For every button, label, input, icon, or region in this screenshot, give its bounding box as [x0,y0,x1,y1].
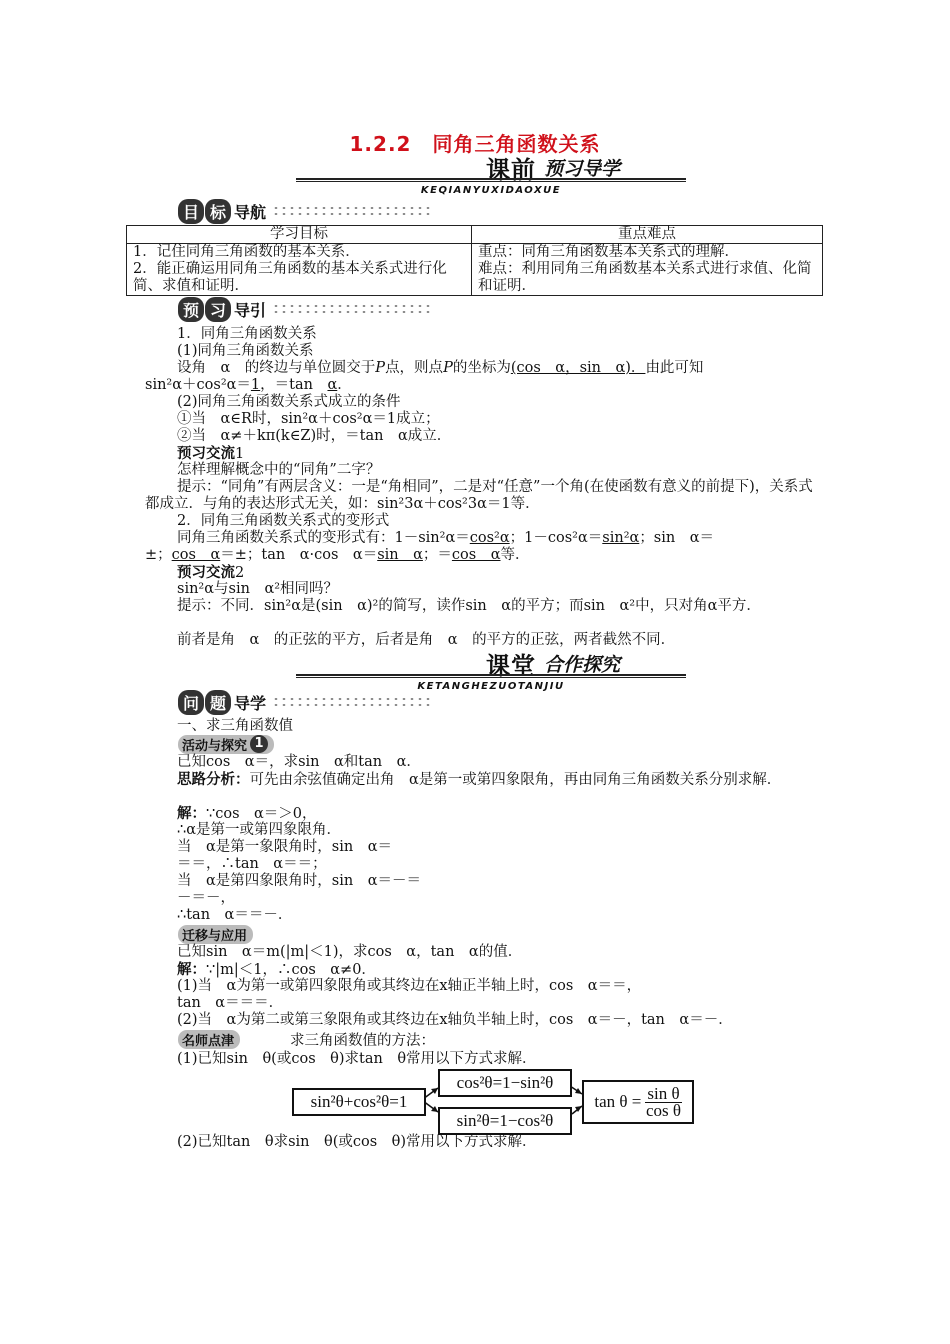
text-paragraph: 思路分析：可先由余弦值确定出角 α是第一或第四象限角，再由同角三角函数关系分别求解． [177,771,782,788]
banner-preview [296,150,686,196]
text-line: 解：∵cos α＝＞0， [177,805,317,822]
dots-decoration [272,205,432,217]
text-line: ②当 α≠＋kπ(k∈Z)时，＝tan α成立． [177,428,452,444]
text-line: 当 α是第四象限角时，sin α＝－＝ [177,873,421,889]
section-goal-nav [178,199,432,223]
section-problem-guide [178,690,432,714]
text-line: 前者是角 α 的正弦的平方，后者是角 α 的平方的正弦，两者截然不同． [177,632,676,648]
goal-table [126,225,823,296]
text-line: sin²α＋cos²α＝1，＝tan α． [145,377,352,393]
text-line: (2)已知tan θ求sin θ(或cos θ)常用以下方式求解． [177,1134,537,1150]
text-line: sin²α与sin α²相同吗？ [177,581,339,597]
section-pill: 目 [178,199,204,224]
banner-small: 合作探究 [544,654,621,676]
text-line: (1)已知sin θ(或cos θ)求tan θ常用以下方式求解． [177,1051,537,1067]
text-line: ∴α是第一或第四象限角． [177,822,342,838]
section-pill: 习 [205,297,231,322]
tag-teacher-tip: 名师点津 [178,1030,240,1048]
section-pill: 预 [178,297,204,322]
banner-big: 课堂 [486,652,536,680]
tag-activity: 活动与探究 1 [178,735,274,753]
table-header: 学习目标 [127,226,472,244]
text-line: 已知sin α＝m(|m|＜1)，求cos α，tan α的值． [177,944,523,960]
text-line: ∴tan α＝＝－． [177,907,293,923]
text-line: 求三角函数值的方法： [290,1033,435,1049]
flow-box-identity: sin²θ+cos²θ=1 [292,1088,426,1116]
banner-english: KETANGHEZUOTANJIU [417,681,565,692]
banner-big: 课前 [486,156,536,184]
banner-rule [296,178,686,182]
text-paragraph: 提示：不同．sin²α是(sin α)²的简写，读作sin α的平方；而sin α²中，只对角α平方． [177,598,761,614]
section-tail: 导航 [234,202,267,222]
text-line: 1．同角三角函数关系 [177,326,317,342]
tag-transfer: 迁移与应用 [178,925,253,943]
text-line: ±；cos α＝±；tan α·cos α＝sin α；＝cos α等． [145,547,530,563]
section-preview-guide [178,297,432,321]
text-line: (2)同角三角函数关系式成立的条件 [177,394,401,410]
text-line: 一、求三角函数值 [177,718,293,734]
text-line: 设角 α 的终边与单位圆交于P点，则点P的坐标为(cos α，sin α)．由此可知 [177,360,704,376]
section-pill: 问 [178,690,204,715]
dots-decoration [272,303,432,315]
text-line: 当 α是第一象限角时，sin α＝ [177,839,392,855]
page-title: 1.2.2 同角三角函数关系 [349,132,601,156]
flow-box-sin: sin²θ=1−cos²θ [438,1107,572,1135]
dots-decoration [272,696,432,708]
text-line: (1)当 α为第一或第四象限角或其终边在x轴正半轴上时，cos α＝＝， [177,978,642,994]
exchange-title: 预习交流1 [177,445,245,462]
table-cell: 1．记住同角三角函数的基本关系． 2．能正确运用同角三角函数的基本关系式进行化简、求值和证明． [127,244,472,296]
text-line: 2．同角三角函数关系式的变形式 [177,513,390,529]
exchange-title: 预习交流2 [177,564,245,581]
banner-rule [296,674,686,678]
text-line: ①当 α∈R时，sin²α＋cos²α＝1成立； [177,411,440,427]
flow-box-tan: tan θ = $\frac{\text{sin θ}}{\text{cos θ}}$ [582,1080,694,1124]
section-tail: 导学 [234,693,267,713]
text-line: 同角三角函数关系式的变形式有：1－sin²α＝cos²α；1－cos²α＝sin²α；sin α＝ [177,530,715,546]
section-pill: 标 [205,199,231,224]
text-line: tan α＝＝＝． [177,995,284,1011]
text-line: 怎样理解概念中的“同角”二字？ [177,462,381,478]
text-line: 解：∵|m|＜1，∴cos α≠0． [177,961,376,978]
table-cell: 重点：同角三角函数基本关系式的理解． 难点：利用同角三角函数基本关系式进行求值、化简和证明． [472,244,823,296]
text-line: (1)同角三角函数关系 [177,343,314,359]
text-line: 已知cos α＝，求sin α和tan α． [177,754,421,770]
banner-class [296,646,686,692]
text-line: ＝＝，∴tan α＝＝； [177,856,327,872]
flow-box-cos: cos²θ=1−sin²θ [438,1069,572,1097]
text-line: (2)当 α为第二或第三象限角或其终边在x轴负半轴上时，cos α＝－，tan α＝－． [177,1012,733,1028]
banner-english: KEQIANYUXIDAOXUE [420,185,562,196]
banner-small: 预习导学 [544,158,621,180]
text-line: －＝－， [177,890,235,906]
text-paragraph: 提示：“同角”有两层含义：一是“角相同”，二是对“任意”一个角(在使函数有意义的前提下)，关系式都成立．与角的表达形式无关，如：sin²3α＋cos²3α＝1等． [145,479,813,512]
table-header: 重点难点 [472,226,823,244]
section-pill: 题 [205,690,231,715]
section-tail: 导引 [234,300,267,320]
